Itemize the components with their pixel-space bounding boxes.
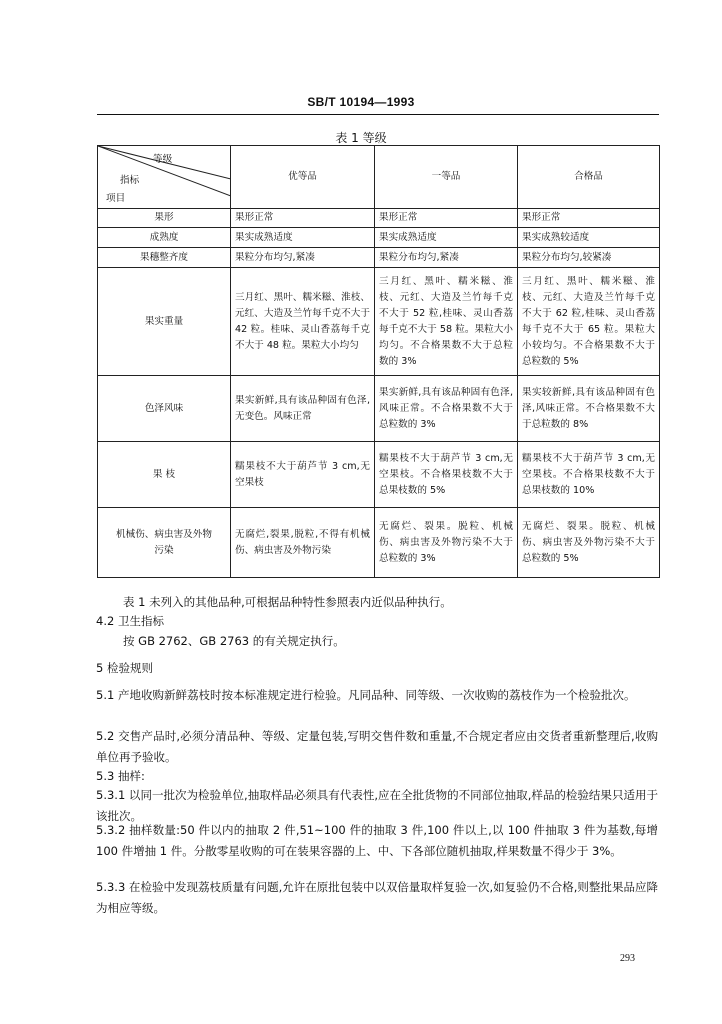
corner-label-grade: 等级 <box>153 154 173 165</box>
table-cell: 果形正常 <box>518 209 660 228</box>
table-cell: 无腐烂、裂果。脱粒、机械伤、病虫害及外物污染不大于总粒数的 3% <box>375 508 518 578</box>
table-row <box>98 209 660 228</box>
clause-5-3-3: 5.3.3 在检验中发现荔枝质量有问题,允许在原批包装中以双倍量取样复验一次,如复验仍不合格,则整批果品应降为相应等级。 <box>96 880 658 915</box>
table-cell: 糯果枝不大于葫芦节 3 cm,无空果枝。不合格果枝数不大于总果枝数的 10% <box>518 442 660 508</box>
row-label: 机械伤、病虫害及外物污染 <box>98 508 231 578</box>
table-cell: 糯果枝不大于葫芦节 3 cm,无空果枝 <box>231 442 375 508</box>
row-label: 色泽风味 <box>98 376 231 442</box>
header-rule <box>97 114 659 115</box>
table-cell: 糯果枝不大于葫芦节 3 cm,无空果枝。不合格果枝数不大于总果枝数的 5% <box>375 442 518 508</box>
header-grade-qualified: 合格品 <box>518 146 660 209</box>
clause-5-3-2: 5.3.2 抽样数量:50 件以内的抽取 2 件,51~100 件的抽取 3 件,100 件以上,以 100 件抽取 3 件为基数,每增 100 件增抽 1 件。分散零星收购的可在装果容器的上、中、下各部位随机抽取,样果数量不得少于 3%。 <box>96 823 658 858</box>
diagonal-header-cell <box>98 146 231 209</box>
corner-label-indicator: 指标 <box>120 175 140 186</box>
table-cell: 果实新鲜,具有该品种固有色泽,风味正常。不合格果数不大于总粒数的 3% <box>375 376 518 442</box>
table-cell: 无腐烂、裂果。脱粒、机械伤、病虫害及外物污染不大于总粒数的 5% <box>518 508 660 578</box>
table-cell: 果形正常 <box>375 209 518 228</box>
table-header-row <box>98 146 660 209</box>
table-row <box>98 228 660 248</box>
table-cell: 三月红、黑叶、糯米糍、淮枝、元红、大造及兰竹每千克不大于 62 粒,桂味、灵山香荔每千克不大于 65 粒。果粒大小较均匀。不合格果数不大于总粒数的 5% <box>518 268 660 376</box>
header-grade-superior: 优等品 <box>231 146 375 209</box>
table-cell: 果粒分布均匀,紧凑 <box>375 248 518 268</box>
section-4-2-body: 按 GB 2762、GB 2763 的有关规定执行。 <box>123 634 345 648</box>
table-cell: 果形正常 <box>231 209 375 228</box>
row-label: 果实重量 <box>98 268 231 376</box>
section-5-heading: 5 检验规则 <box>96 661 153 675</box>
table-caption: 表 1 等级 <box>335 131 387 145</box>
table-cell: 无腐烂,裂果,脱粒,不得有机械伤、病虫害及外物污染 <box>231 508 375 578</box>
header-grade-first: 一等品 <box>375 146 518 209</box>
clause-5-1: 5.1 产地收购新鲜荔枝时按本标准规定进行检验。凡同品种、同等级、一次收购的荔枝作为一个检验批次。 <box>96 688 636 702</box>
table-row <box>98 248 660 268</box>
table-cell: 果实成熟适度 <box>375 228 518 248</box>
row-label: 成熟度 <box>98 228 231 248</box>
table-row <box>98 442 660 508</box>
table-cell: 三月红、黑叶、糯米糍、淮枝、元红、大造及兰竹每千克不大于 42 粒。桂味、灵山香荔每千克不大于 48 粒。果粒大小均匀 <box>231 268 375 376</box>
row-label: 果形 <box>98 209 231 228</box>
clause-5-2: 5.2 交售产品时,必须分清品种、等级、定量包装,写明交售件数和重量,不合规定者应由交货者重新整理后,收购单位再予验收。 <box>96 729 658 764</box>
clause-5-3-1: 5.3.1 以同一批次为检验单位,抽取样品必须具有代表性,应在全批货物的不同部位抽取,样品的检验结果只适用于该批次。 <box>96 788 658 823</box>
table-footnote: 表 1 未列入的其他品种,可根据品种特性参照表内近似品种执行。 <box>123 595 452 609</box>
table-row <box>98 508 660 578</box>
table-cell: 果实成熟较适度 <box>518 228 660 248</box>
table-cell: 果实成熟适度 <box>231 228 375 248</box>
table-cell: 果粒分布均匀,紧凑 <box>231 248 375 268</box>
table-cell: 三月红、黑叶、糯米糍、淮枝、元红、大造及兰竹每千克不大于 52 粒,桂味、灵山香荔每千克不大于 58 粒。果粒大小均匀。不合格果数不大于总粒数的 3% <box>375 268 518 376</box>
clause-5-3: 5.3 抽样: <box>96 769 145 783</box>
grade-table <box>97 145 660 578</box>
standard-code-header: SB/T 10194—1993 <box>307 95 415 109</box>
table-cell: 果粒分布均匀,较紧凑 <box>518 248 660 268</box>
table-row <box>98 268 660 376</box>
section-4-2-heading: 4.2 卫生指标 <box>96 614 164 628</box>
row-label: 果穗整齐度 <box>98 248 231 268</box>
row-label: 果 枝 <box>98 442 231 508</box>
page-number: 293 <box>620 953 635 964</box>
corner-label-item: 项目 <box>106 193 126 204</box>
table-row <box>98 376 660 442</box>
table-cell: 果实较新鲜,具有该品种固有色泽,风味正常。不合格果数不大于总粒数的 8% <box>518 376 660 442</box>
table-cell: 果实新鲜,具有该品种固有色泽,无变色。风味正常 <box>231 376 375 442</box>
